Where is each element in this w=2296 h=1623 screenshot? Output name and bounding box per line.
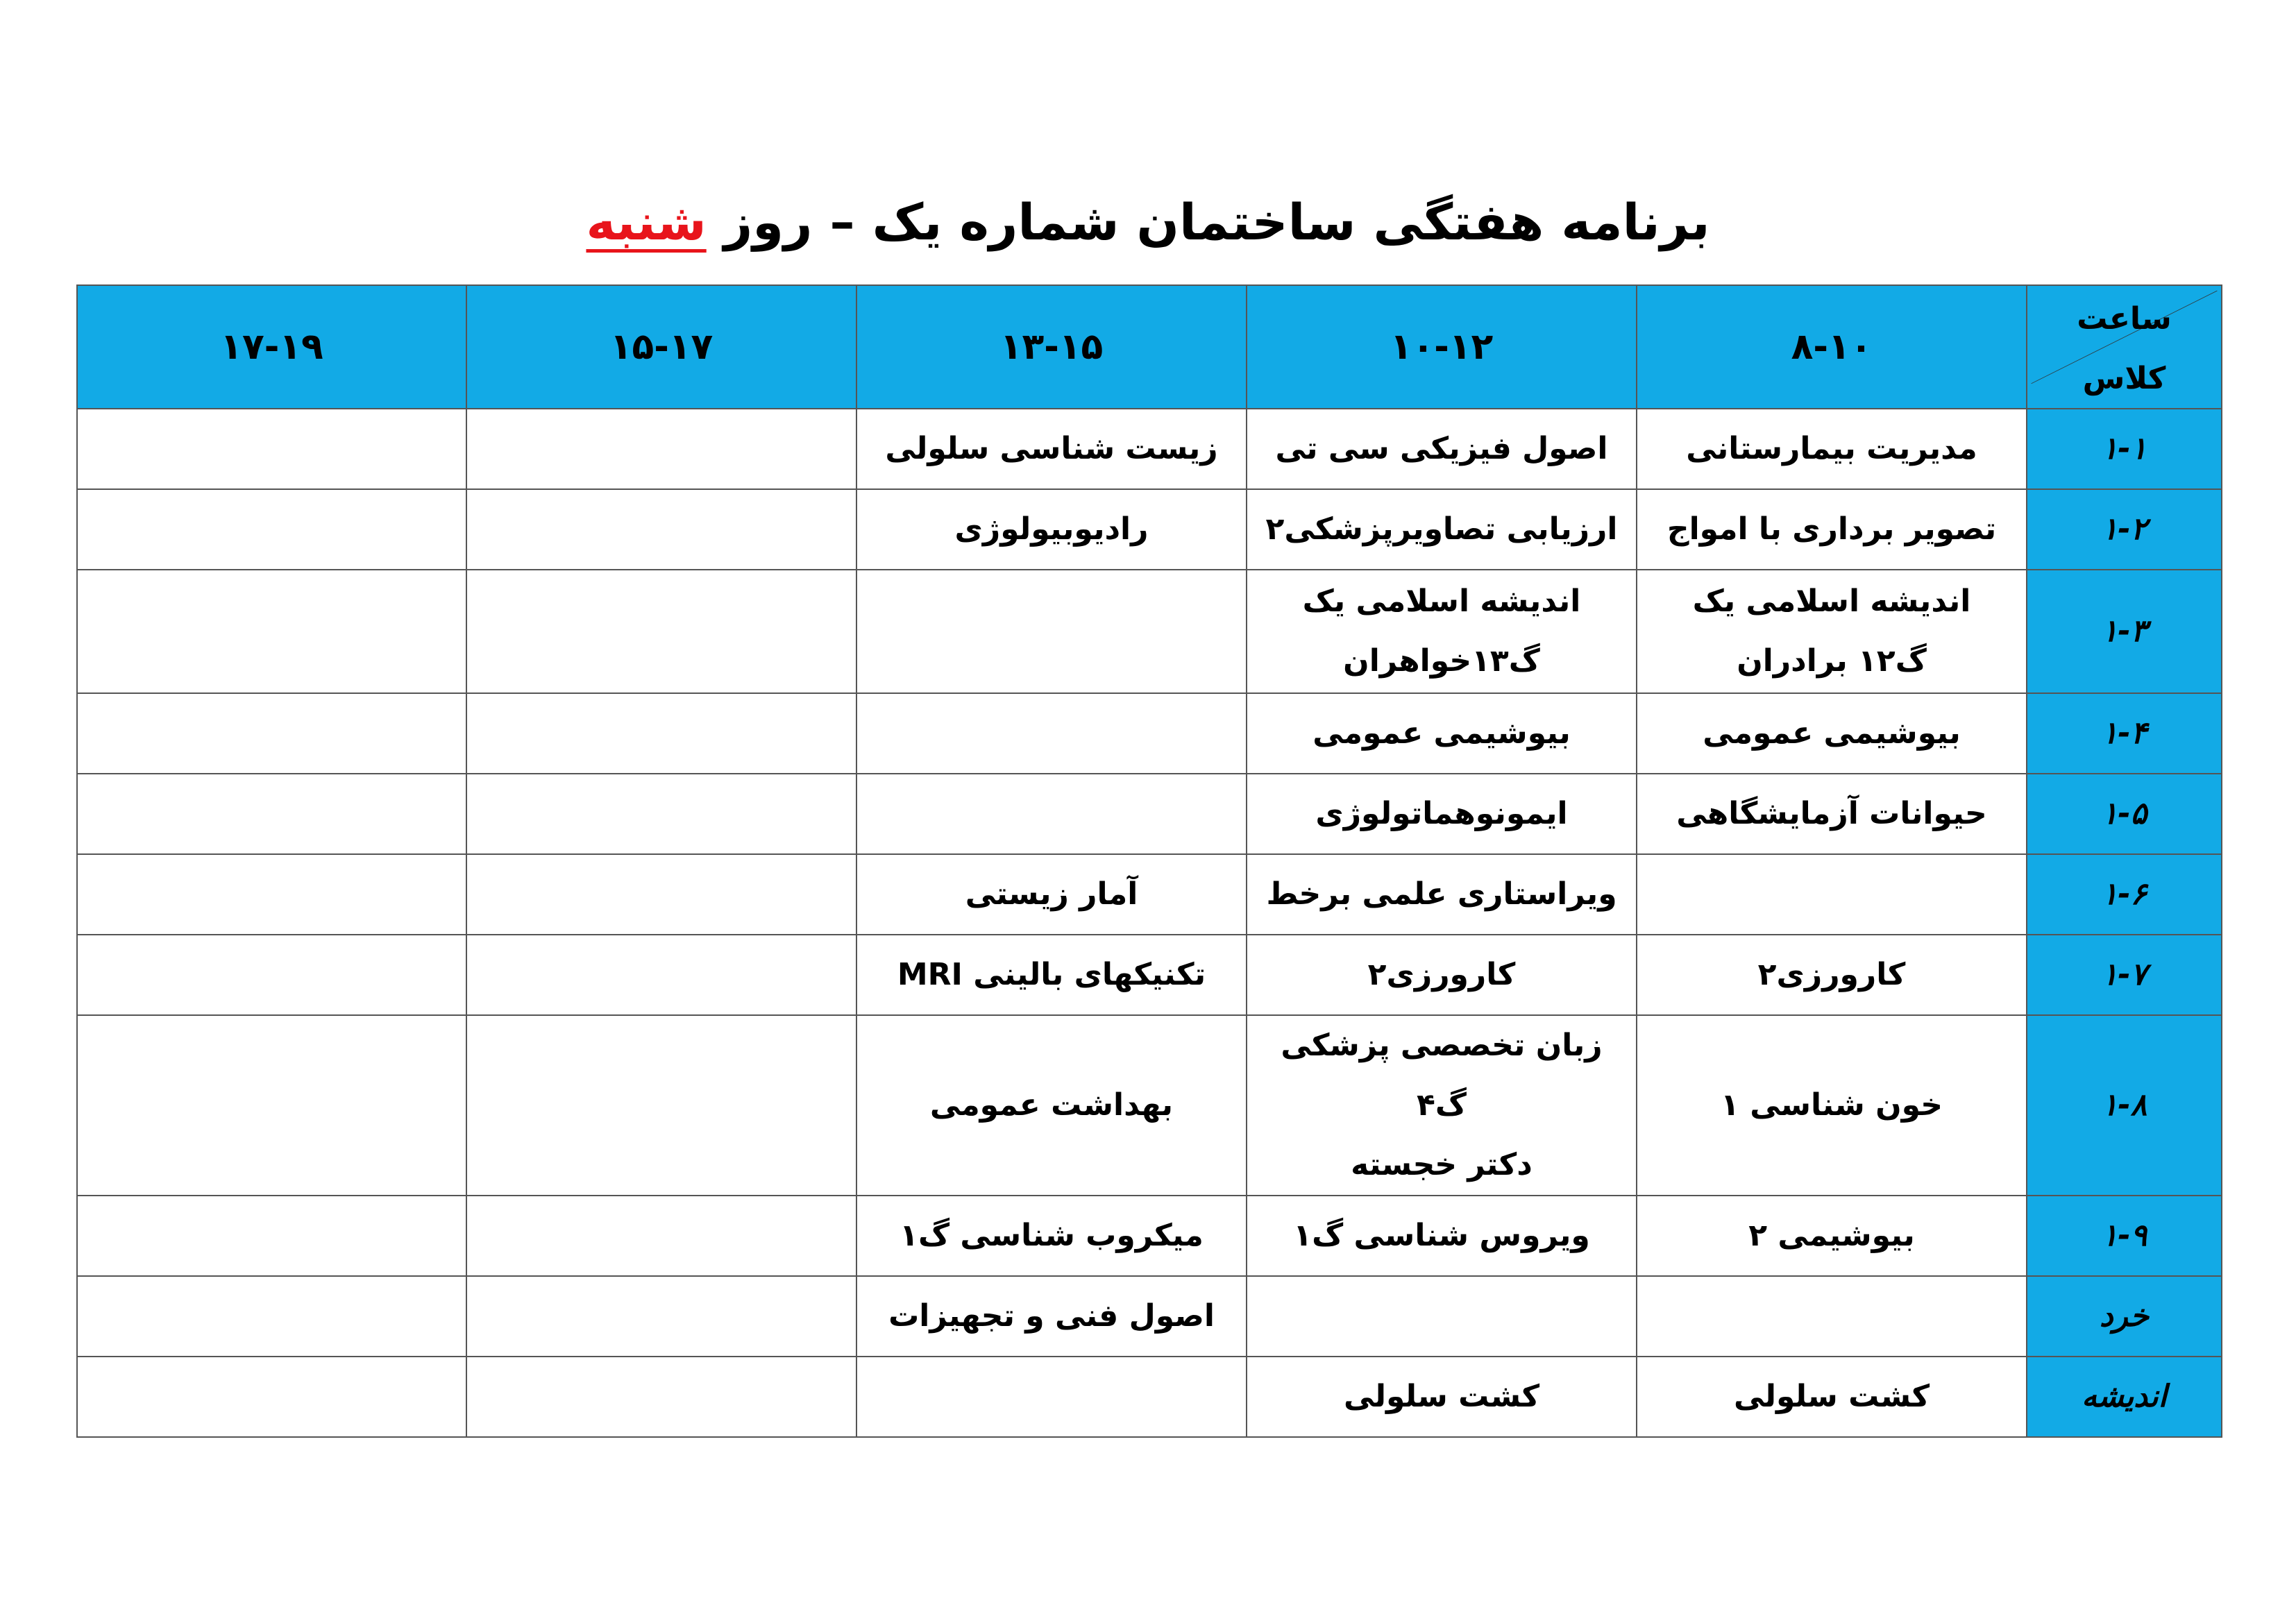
- schedule-cell: [1247, 570, 1637, 693]
- time-slot-header: ۱۳-۱۵: [856, 285, 1247, 409]
- schedule-cell: کارورزی۲: [1247, 935, 1637, 1015]
- time-slot-header: ۱۵-۱۷: [466, 285, 856, 409]
- schedule-cell: [466, 854, 856, 935]
- schedule-cell: تصویر برداری با امواج: [1637, 489, 2027, 570]
- schedule-cell: [466, 409, 856, 489]
- schedule-cell: آمار زیستی: [856, 854, 1247, 935]
- schedule-cell: [466, 1357, 856, 1437]
- schedule-cell: [1247, 1015, 1637, 1196]
- table-row: [77, 1357, 2222, 1437]
- schedule-cell: [77, 774, 466, 854]
- schedule-cell: کارورزی۲: [1637, 935, 2027, 1015]
- schedule-cell: [466, 1015, 856, 1196]
- schedule-cell: [77, 1276, 466, 1357]
- schedule-cell: [466, 1196, 856, 1276]
- schedule-cell: اصول فنی و تجهیزات: [856, 1276, 1247, 1357]
- corner-time-label: ساعت: [2077, 301, 2172, 337]
- schedule-cell: [77, 854, 466, 935]
- schedule-cell: حیوانات آزمایشگاهی: [1637, 774, 2027, 854]
- class-label: ۱-۲: [2027, 489, 2222, 570]
- schedule-cell: اصول فیزیکی سی تی: [1247, 409, 1637, 489]
- schedule-cell: [466, 1276, 856, 1357]
- table-row: [77, 854, 2222, 935]
- title-prefix: برنامه هفتگی ساختمان شماره یک – روز: [706, 193, 1710, 251]
- schedule-cell: ویراستاری علمی برخط: [1247, 854, 1637, 935]
- class-label: ۱-۱: [2027, 409, 2222, 489]
- schedule-cell: ایمونوهماتولوژی: [1247, 774, 1637, 854]
- table-row: [77, 693, 2222, 774]
- schedule-cell: [1637, 1276, 2027, 1357]
- schedule-cell: [77, 1196, 466, 1276]
- schedule-cell: بیوشیمی عمومی: [1637, 693, 2027, 774]
- schedule-cell: [856, 570, 1247, 693]
- cell-line: اندیشه اسلامی یک: [1692, 584, 1971, 619]
- schedule-cell: [466, 570, 856, 693]
- time-slot-header: ۱۷-۱۹: [77, 285, 466, 409]
- schedule-cell: زیست شناسی سلولی: [856, 409, 1247, 489]
- cell-line: اندیشه اسلامی یک: [1302, 584, 1581, 619]
- schedule-cell: بهداشت عمومی: [856, 1015, 1247, 1196]
- table-row: [77, 1276, 2222, 1357]
- class-label: ۱-۹: [2027, 1196, 2222, 1276]
- schedule-cell: تکنیکهای بالینی MRI: [856, 935, 1247, 1015]
- schedule-cell: [1247, 1276, 1637, 1357]
- class-label: ۱-۴: [2027, 693, 2222, 774]
- schedule-cell: بیوشیمی ۲: [1637, 1196, 2027, 1276]
- class-label: ۱-۵: [2027, 774, 2222, 854]
- table-row: [77, 570, 2222, 693]
- schedule-cell: میکروب شناسی گ۱: [856, 1196, 1247, 1276]
- schedule-cell: [77, 570, 466, 693]
- schedule-cell: [77, 935, 466, 1015]
- corner-cell: [2027, 285, 2222, 409]
- schedule-cell: خون شناسی ۱: [1637, 1015, 2027, 1196]
- table-row: [77, 1196, 2222, 1276]
- schedule-cell: [77, 1015, 466, 1196]
- schedule-cell: ارزیابی تصاویرپزشکی۲: [1247, 489, 1637, 570]
- table-row: [77, 1015, 2222, 1196]
- schedule-cell: مدیریت بیمارستانی: [1637, 409, 2027, 489]
- schedule-cell: [77, 1357, 466, 1437]
- class-label: اندیشه: [2027, 1357, 2222, 1437]
- schedule-cell: [466, 693, 856, 774]
- schedule-cell: [1637, 570, 2027, 693]
- class-label: ۱-۳: [2027, 570, 2222, 693]
- schedule-cell: [466, 489, 856, 570]
- class-label: ۱-۶: [2027, 854, 2222, 935]
- cell-line: زبان تخصصی پزشکی گ۴: [1281, 1028, 1603, 1123]
- time-slot-header: ۱۰-۱۲: [1247, 285, 1637, 409]
- class-label: ۱-۸: [2027, 1015, 2222, 1196]
- schedule-cell: [466, 935, 856, 1015]
- cell-line: دکتر خجسته: [1351, 1147, 1533, 1182]
- table-row: [77, 489, 2222, 570]
- class-label: خرد: [2027, 1276, 2222, 1357]
- schedule-cell: رادیوبیولوژی: [856, 489, 1247, 570]
- schedule-cell: [1637, 854, 2027, 935]
- schedule-cell: [856, 1357, 1247, 1437]
- schedule-cell: [856, 693, 1247, 774]
- table-row: [77, 935, 2222, 1015]
- schedule-cell: [466, 774, 856, 854]
- time-slot-header: ۸-۱۰: [1637, 285, 2027, 409]
- table-row: [77, 774, 2222, 854]
- schedule-cell: [77, 409, 466, 489]
- page-title: [0, 189, 2296, 255]
- schedule-cell: ویروس شناسی گ۱: [1247, 1196, 1637, 1276]
- header-row: [77, 285, 2222, 409]
- class-label: ۱-۷: [2027, 935, 2222, 1015]
- schedule-cell: کشت سلولی: [1637, 1357, 2027, 1437]
- title-day: شنبه: [586, 193, 707, 251]
- schedule-cell: کشت سلولی: [1247, 1357, 1637, 1437]
- schedule-cell: [77, 693, 466, 774]
- corner-class-label: کلاس: [2082, 361, 2166, 396]
- schedule-cell: [77, 489, 466, 570]
- cell-line: گ۱۳خواهران: [1343, 643, 1540, 679]
- schedule-cell: بیوشیمی عمومی: [1247, 693, 1637, 774]
- cell-line: گ۱۲ برادران: [1737, 643, 1927, 679]
- schedule-table: [76, 284, 2222, 1438]
- table-row: [77, 409, 2222, 489]
- schedule-cell: [856, 774, 1247, 854]
